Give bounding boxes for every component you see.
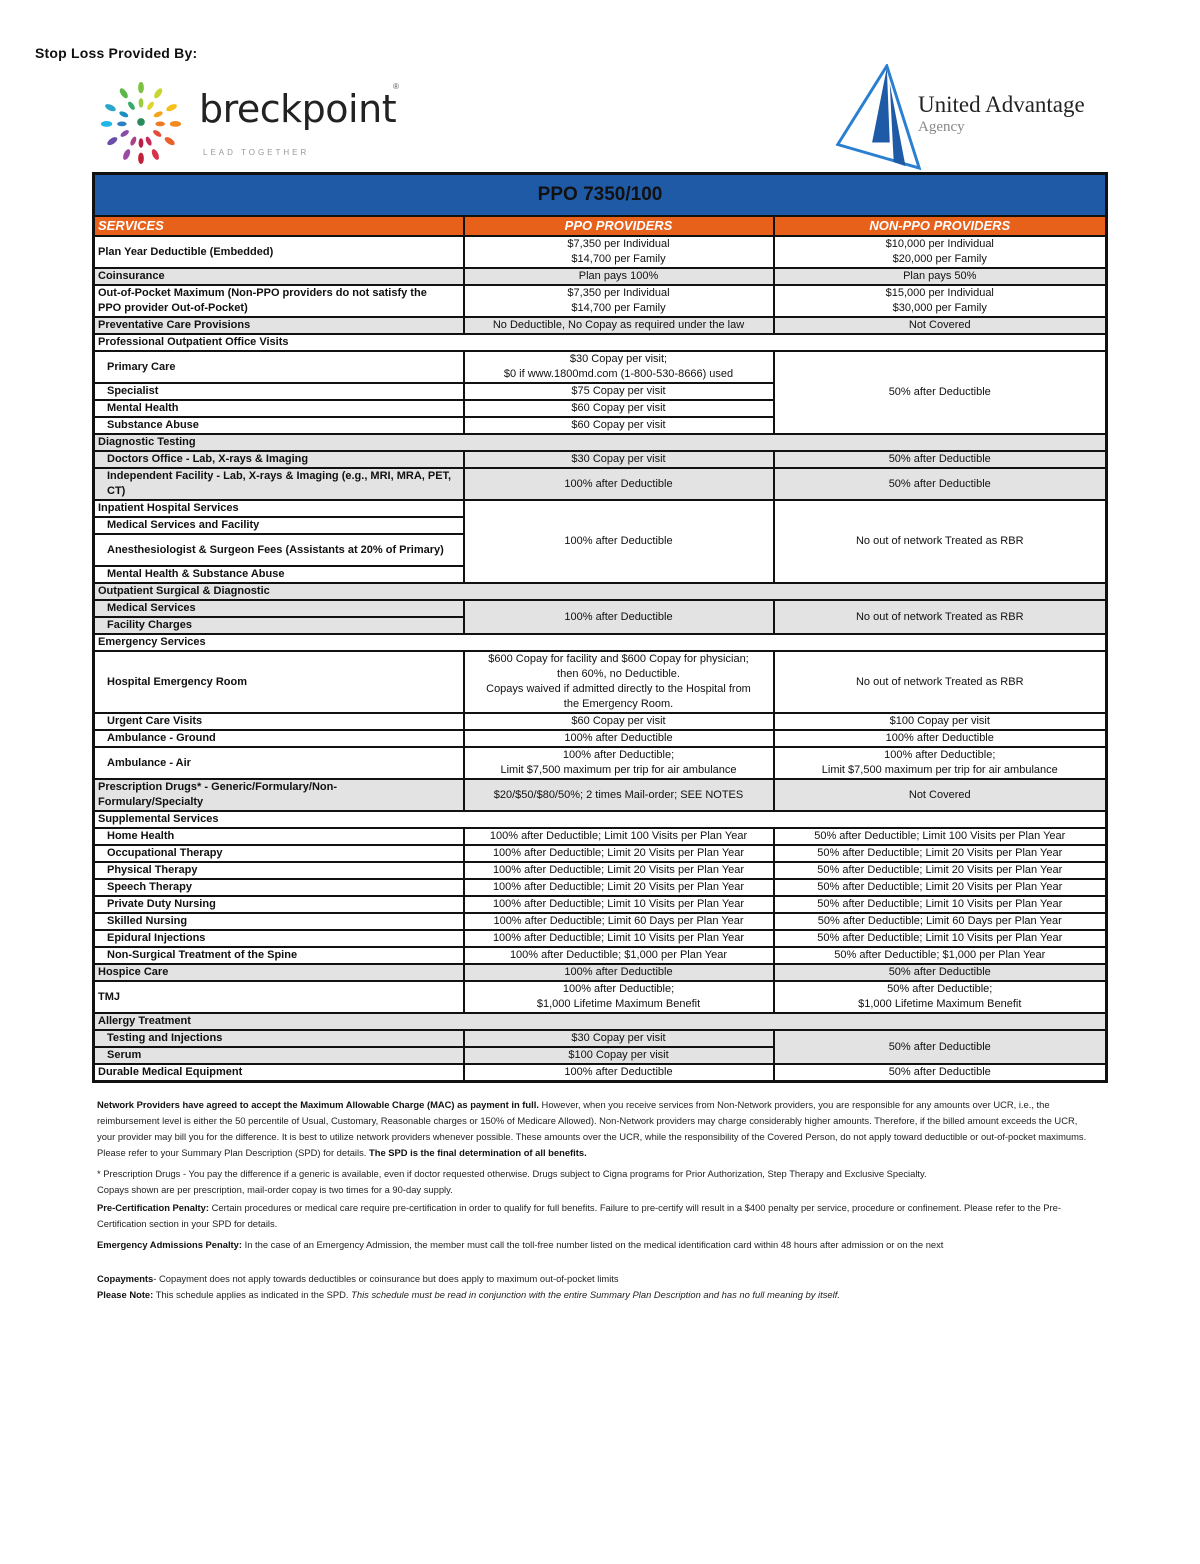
united-advantage-name: United Advantage bbox=[918, 92, 1085, 117]
non-ppo-value: No out of network Treated as RBR bbox=[774, 600, 1107, 634]
table-row bbox=[94, 779, 1107, 811]
table-row bbox=[94, 747, 1107, 779]
table-row bbox=[94, 913, 1107, 930]
section-label: Diagnostic Testing bbox=[94, 434, 1107, 451]
column-header-ppo: PPO PROVIDERS bbox=[464, 216, 774, 236]
non-ppo-value: 50% after Deductible bbox=[774, 1064, 1107, 1082]
row-label: Primary Care bbox=[94, 351, 464, 383]
row-label: Speech Therapy bbox=[94, 879, 464, 896]
table-row bbox=[94, 964, 1107, 981]
row-label: Substance Abuse bbox=[94, 417, 464, 434]
section-label: Outpatient Surgical & Diagnostic bbox=[94, 583, 1107, 600]
row-label: Medical Services bbox=[94, 600, 464, 617]
non-ppo-value: 50% after Deductible bbox=[774, 1030, 1107, 1064]
ppo-value: $30 Copay per visit bbox=[464, 451, 774, 468]
row-label: Plan Year Deductible (Embedded) bbox=[94, 236, 464, 268]
row-label: TMJ bbox=[94, 981, 464, 1013]
ppo-value: $60 Copay per visit bbox=[464, 400, 774, 417]
row-label: Non-Surgical Treatment of the Spine bbox=[94, 947, 464, 964]
ppo-value: No Deductible, No Copay as required under the law bbox=[464, 317, 774, 334]
section-row bbox=[94, 634, 1107, 651]
non-ppo-value: 50% after Deductible bbox=[774, 351, 1107, 434]
sail-triangle-icon bbox=[832, 64, 922, 172]
section-row bbox=[94, 334, 1107, 351]
page-header bbox=[0, 0, 1200, 172]
row-label: Mental Health bbox=[94, 400, 464, 417]
non-ppo-value: Not Covered bbox=[774, 317, 1107, 334]
table-row bbox=[94, 862, 1107, 879]
column-header-non-ppo: NON-PPO PROVIDERS bbox=[774, 216, 1107, 236]
ppo-value: $60 Copay per visit bbox=[464, 713, 774, 730]
row-label: Prescription Drugs* - Generic/Formulary/Non- Formulary/Specialty bbox=[94, 779, 464, 811]
non-ppo-value: 50% after Deductible; Limit 100 Visits per Plan Year bbox=[774, 828, 1107, 845]
precert-note: Pre-Certification Penalty: Certain procedures or medical care require pre-certification in order to qualify for full benefits. Failure to pre-certify will result in a $400 penalty per service, procedure or confinement. Please refer to the Pre-Certification section in your SPD for details. bbox=[97, 1202, 1061, 1229]
non-ppo-value: 100% after Deductible bbox=[774, 730, 1107, 747]
ppo-value: 100% after Deductible bbox=[464, 468, 774, 500]
rx-note-2: Copays shown are per prescription, mail-order copay is two times for a 90-day supply. bbox=[97, 1184, 453, 1195]
row-label: Occupational Therapy bbox=[94, 845, 464, 862]
benefits-table bbox=[92, 172, 1105, 1083]
table-row bbox=[94, 468, 1107, 500]
non-ppo-value: 50% after Deductible; Limit 20 Visits per Plan Year bbox=[774, 845, 1107, 862]
ppo-value: $7,350 per Individual $14,700 per Family bbox=[464, 236, 774, 268]
non-ppo-value: 50% after Deductible; Limit 10 Visits per Plan Year bbox=[774, 896, 1107, 913]
row-label: Independent Facility - Lab, X-rays & Imaging (e.g., MRI, MRA, PET, CT) bbox=[94, 468, 464, 500]
ppo-value: $75 Copay per visit bbox=[464, 383, 774, 400]
non-ppo-value: 50% after Deductible; Limit 20 Visits per Plan Year bbox=[774, 879, 1107, 896]
ppo-value: $600 Copay for facility and $600 Copay for physician; then 60%, no Deductible. Copays waived if admitted directly to the Hospital from the Emergency Room. bbox=[464, 651, 774, 713]
ppo-value: 100% after Deductible; $1,000 Lifetime Maximum Benefit bbox=[464, 981, 774, 1013]
table-row bbox=[94, 845, 1107, 862]
section-row bbox=[94, 811, 1107, 828]
non-ppo-value: 50% after Deductible bbox=[774, 451, 1107, 468]
non-ppo-value: 50% after Deductible; Limit 20 Visits per Plan Year bbox=[774, 862, 1107, 879]
breckpoint-logo bbox=[93, 78, 433, 166]
ppo-value: $20/$50/$80/50%; 2 times Mail-order; SEE NOTES bbox=[464, 779, 774, 811]
copay-note: Copayments- Copayment does not apply towards deductibles or coinsurance but does apply to maximum out-of-pocket limits bbox=[97, 1273, 619, 1284]
table-row bbox=[94, 730, 1107, 747]
row-label: Ambulance - Air bbox=[94, 747, 464, 779]
non-ppo-value: Plan pays 50% bbox=[774, 268, 1107, 285]
table-row bbox=[94, 930, 1107, 947]
row-label: Medical Services and Facility bbox=[94, 517, 464, 534]
registered-mark: ® bbox=[393, 82, 399, 91]
non-ppo-value: No out of network Treated as RBR bbox=[774, 651, 1107, 713]
breckpoint-tagline: LEAD TOGETHER bbox=[203, 148, 310, 157]
row-label: Coinsurance bbox=[94, 268, 464, 285]
ppo-value: $30 Copay per visit bbox=[464, 1030, 774, 1047]
ppo-value: 100% after Deductible; Limit 10 Visits per Plan Year bbox=[464, 896, 774, 913]
plan-title: PPO 7350/100 bbox=[94, 174, 1107, 217]
non-ppo-value: 50% after Deductible bbox=[774, 468, 1107, 500]
non-ppo-value: $100 Copay per visit bbox=[774, 713, 1107, 730]
column-header-services: SERVICES bbox=[94, 216, 464, 236]
row-label: Doctors Office - Lab, X-rays & Imaging bbox=[94, 451, 464, 468]
row-label: Testing and Injections bbox=[94, 1030, 464, 1047]
stop-loss-label: Stop Loss Provided By: bbox=[35, 45, 198, 61]
row-label: Durable Medical Equipment bbox=[94, 1064, 464, 1082]
ppo-value: 100% after Deductible bbox=[464, 500, 774, 583]
table-row bbox=[94, 1064, 1107, 1082]
ppo-value: 100% after Deductible; Limit 20 Visits per Plan Year bbox=[464, 862, 774, 879]
please-note: Please Note: This schedule applies as indicated in the SPD. This schedule must be read in conjunction with the entire Summary Plan Description and has no full meaning by itself. bbox=[97, 1289, 840, 1300]
ppo-value: 100% after Deductible bbox=[464, 964, 774, 981]
ppo-value: $30 Copay per visit; $0 if www.1800md.com (1-800-530-8666) used bbox=[464, 351, 774, 383]
non-ppo-value: 50% after Deductible; $1,000 Lifetime Maximum Benefit bbox=[774, 981, 1107, 1013]
breckpoint-name: breckpoint bbox=[199, 87, 397, 131]
row-label: Facility Charges bbox=[94, 617, 464, 634]
non-ppo-value: 50% after Deductible; $1,000 per Plan Year bbox=[774, 947, 1107, 964]
starburst-icon bbox=[93, 78, 189, 166]
section-row bbox=[94, 1013, 1107, 1030]
non-ppo-value: 50% after Deductible; Limit 10 Visits per Plan Year bbox=[774, 930, 1107, 947]
emergency-note: Emergency Admissions Penalty: In the case of an Emergency Admission, the member must call the toll-free number listed on the medical identification card within 48 hours after admission or on the next bbox=[97, 1239, 944, 1250]
table-row bbox=[94, 651, 1107, 713]
row-label: Ambulance - Ground bbox=[94, 730, 464, 747]
non-ppo-value: 50% after Deductible bbox=[774, 964, 1107, 981]
non-ppo-value: $10,000 per Individual $20,000 per Family bbox=[774, 236, 1107, 268]
network-note: Network Providers have agreed to accept the Maximum Allowable Charge (MAC) as payment in full. However, when you receive services from Non-Network providers, you are responsible for any amounts over UCR, i.e., the reimbursement level is either the 50 percentile of Usual, Customary, Reasonable charges or 150% of Medicare Allowed). Non-Network providers may charge considerably higher amounts. Therefore, if the billed amount exceeds the UCR, your provider may bill you for the difference. It is best to utilize network providers whenever possible. These amounts over the UCR, while the responsibility of the Covered Person, do not apply toward deductible or out-of-pocket maximums. Please refer to your Summary Plan Description (SPD) for details. The SPD is the final determination of all benefits. bbox=[97, 1099, 1087, 1158]
table-row bbox=[94, 268, 1107, 285]
footnotes bbox=[97, 1097, 1097, 1328]
table-row bbox=[94, 236, 1107, 268]
ppo-value: 100% after Deductible; Limit 60 Days per Plan Year bbox=[464, 913, 774, 930]
table-row bbox=[94, 879, 1107, 896]
section-label: Supplemental Services bbox=[94, 811, 1107, 828]
table-row bbox=[94, 451, 1107, 468]
ppo-value: $60 Copay per visit bbox=[464, 417, 774, 434]
non-ppo-value: No out of network Treated as RBR bbox=[774, 500, 1107, 583]
ppo-value: 100% after Deductible; Limit $7,500 maximum per trip for air ambulance bbox=[464, 747, 774, 779]
table-row bbox=[94, 947, 1107, 964]
row-label: Epidural Injections bbox=[94, 930, 464, 947]
section-label: Inpatient Hospital Services bbox=[94, 500, 464, 517]
section-label: Emergency Services bbox=[94, 634, 1107, 651]
ppo-value: 100% after Deductible bbox=[464, 730, 774, 747]
non-ppo-value: 100% after Deductible; Limit $7,500 maximum per trip for air ambulance bbox=[774, 747, 1107, 779]
table-row bbox=[94, 981, 1107, 1013]
table-row bbox=[94, 600, 1107, 617]
row-label: Out-of-Pocket Maximum (Non-PPO providers do not satisfy the PPO provider Out-of-Pocket) bbox=[94, 285, 464, 317]
row-label: Physical Therapy bbox=[94, 862, 464, 879]
ppo-value: 100% after Deductible; Limit 10 Visits per Plan Year bbox=[464, 930, 774, 947]
table-row bbox=[94, 317, 1107, 334]
ppo-value: 100% after Deductible bbox=[464, 600, 774, 634]
ppo-value: 100% after Deductible; $1,000 per Plan Year bbox=[464, 947, 774, 964]
non-ppo-value: $15,000 per Individual $30,000 per Family bbox=[774, 285, 1107, 317]
table-row bbox=[94, 713, 1107, 730]
table-row bbox=[94, 828, 1107, 845]
ppo-value: Plan pays 100% bbox=[464, 268, 774, 285]
section-label: Professional Outpatient Office Visits bbox=[94, 334, 1107, 351]
row-label: Anesthesiologist & Surgeon Fees (Assistants at 20% of Primary) bbox=[94, 534, 464, 566]
agency-label: Agency bbox=[918, 119, 965, 135]
non-ppo-value: 50% after Deductible; Limit 60 Days per Plan Year bbox=[774, 913, 1107, 930]
table-row bbox=[94, 351, 1107, 383]
united-advantage-logo bbox=[832, 64, 1122, 172]
ppo-value: 100% after Deductible; Limit 100 Visits per Plan Year bbox=[464, 828, 774, 845]
row-label: Urgent Care Visits bbox=[94, 713, 464, 730]
row-label: Hospital Emergency Room bbox=[94, 651, 464, 713]
table-row bbox=[94, 896, 1107, 913]
row-label: Specialist bbox=[94, 383, 464, 400]
row-label: Home Health bbox=[94, 828, 464, 845]
ppo-value: 100% after Deductible; Limit 20 Visits per Plan Year bbox=[464, 845, 774, 862]
table-row bbox=[94, 1030, 1107, 1047]
ppo-value: $7,350 per Individual $14,700 per Family bbox=[464, 285, 774, 317]
table-row bbox=[94, 500, 1107, 517]
row-label: Hospice Care bbox=[94, 964, 464, 981]
ppo-value: 100% after Deductible; Limit 20 Visits per Plan Year bbox=[464, 879, 774, 896]
section-label: Allergy Treatment bbox=[94, 1013, 1107, 1030]
row-label: Private Duty Nursing bbox=[94, 896, 464, 913]
section-row bbox=[94, 434, 1107, 451]
row-label: Serum bbox=[94, 1047, 464, 1064]
rx-note: * Prescription Drugs - You pay the difference if a generic is available, even if doctor requested otherwise. Drugs subject to Cigna programs for Prior Authorization, Step Therapy and Exclusive Specialty. bbox=[97, 1168, 927, 1179]
ppo-value: $100 Copay per visit bbox=[464, 1047, 774, 1064]
row-label: Skilled Nursing bbox=[94, 913, 464, 930]
table-row bbox=[94, 285, 1107, 317]
row-label: Mental Health & Substance Abuse bbox=[94, 566, 464, 583]
row-label: Preventative Care Provisions bbox=[94, 317, 464, 334]
section-row bbox=[94, 583, 1107, 600]
ppo-value: 100% after Deductible bbox=[464, 1064, 774, 1082]
non-ppo-value: Not Covered bbox=[774, 779, 1107, 811]
